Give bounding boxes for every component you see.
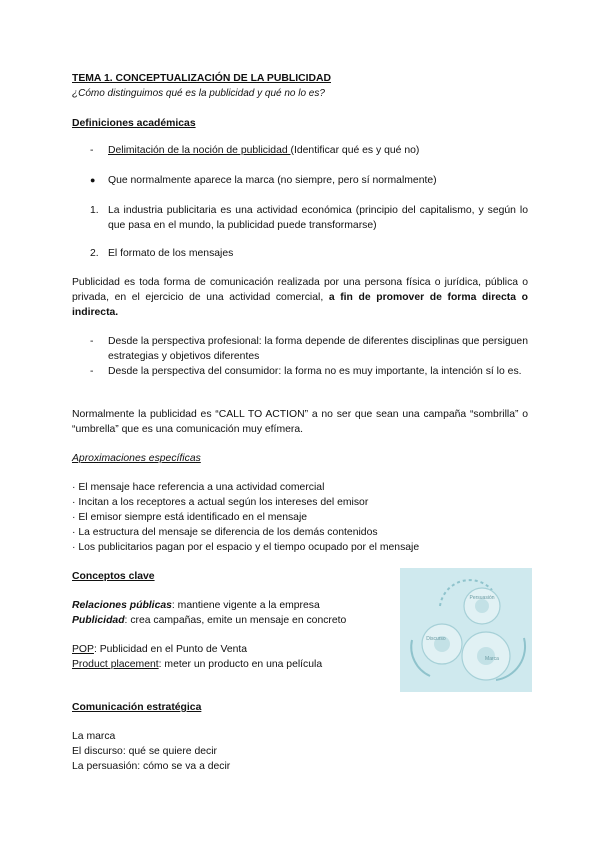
- comunicacion-line: La marca: [72, 731, 116, 742]
- concept-definition: : meter un producto en una película: [158, 659, 323, 670]
- list-item: Que normalmente aparece la marca (no siempre, pero sí normalmente): [108, 175, 437, 186]
- delimitacion-text: Delimitación de la noción de publicidad: [108, 145, 291, 156]
- list-item: · Los publicitarios pagan por el espacio y el tiempo ocupado por el mensaje: [72, 542, 420, 553]
- concept-definition: : Publicidad en el Punto de Venta: [93, 644, 248, 655]
- concept-term: POP: [72, 644, 94, 655]
- gears-illustration: [400, 568, 532, 692]
- concept-term: Relaciones públicas: [72, 600, 172, 611]
- perspective-item: Desde la perspectiva del consumidor: la forma no es muy importante, la intención sí lo es.: [108, 366, 522, 377]
- dash-marker: -: [90, 145, 94, 156]
- delimitacion-rest: (Identificar qué es y qué no): [290, 145, 420, 156]
- number-marker: 2.: [90, 248, 99, 259]
- gear-label-marca: Marca: [485, 656, 499, 662]
- section-heading-aproximaciones: Aproximaciones específicas: [72, 453, 201, 464]
- concept-term: Publicidad: [72, 615, 125, 626]
- dash-marker: -: [90, 336, 94, 347]
- numbered-item: El formato de los mensajes: [108, 248, 234, 259]
- dash-marker: -: [90, 366, 94, 377]
- comunicacion-line: El discurso: qué se quiere decir: [72, 746, 217, 757]
- list-item: · Incitan a los receptores a actual según los intereses del emisor: [72, 497, 369, 508]
- definition-paragraph: [72, 275, 528, 320]
- bullet-marker: ●: [90, 175, 96, 185]
- call-to-action-paragraph: Normalmente la publicidad es “CALL TO ACTION” a no ser que sean una campaña “sombrilla” o “umbrella” que es una comunicación muy efímera.: [72, 409, 528, 435]
- perspective-item: Desde la perspectiva profesional: la forma depende de diferentes disciplinas que persiguen estrategias y objetivos diferentes: [108, 336, 528, 362]
- concept-relaciones-publicas: [72, 598, 392, 613]
- gears-image: [400, 568, 532, 692]
- concept-product-placement: [72, 657, 392, 672]
- section-heading-conceptos: Conceptos clave: [72, 571, 155, 582]
- concept-pop: [72, 642, 392, 657]
- definition-emphasis: a fin de promover de forma directa o indirecta.: [72, 292, 528, 318]
- aproximaciones-list: [72, 480, 528, 555]
- number-marker: 1.: [90, 205, 99, 216]
- gear-label-discurso: Discurso: [426, 636, 446, 642]
- numbered-item: La industria publicitaria es una actividad económica (principio del capitalismo, y según lo que pasa en el mundo, la publicidad puede transformarse): [108, 205, 528, 231]
- comunicacion-line: La persuasión: cómo se va a decir: [72, 761, 231, 772]
- list-item: · El emisor siempre está identificado en el mensaje: [72, 512, 308, 523]
- page-title: TEMA 1. CONCEPTUALIZACIÓN DE LA PUBLICIDAD: [72, 73, 331, 84]
- concept-definition: : mantiene vigente a la empresa: [171, 600, 320, 611]
- concept-term: Product placement: [72, 659, 159, 670]
- concept-definition: : crea campañas, emite un mensaje en concreto: [124, 615, 347, 626]
- section-heading-comunicacion: Comunicación estratégica: [72, 702, 202, 713]
- list-item: · El mensaje hace referencia a una actividad comercial: [72, 482, 325, 493]
- list-item: · La estructura del mensaje se diferencia de los demás contenidos: [72, 527, 378, 538]
- section-heading-definiciones: Definiciones académicas: [72, 118, 196, 129]
- concept-publicidad: [72, 613, 392, 628]
- definition-text: Publicidad es toda forma de comunicación realizada por una persona física o jurídica, pública o privada, en el ejercicio de una actividad comercial,: [72, 277, 528, 303]
- list-item: [108, 143, 528, 158]
- gear-label-persuasion: Persuasión: [469, 595, 495, 601]
- page-subtitle: ¿Cómo distinguimos qué es la publicidad y qué no lo es?: [72, 88, 325, 99]
